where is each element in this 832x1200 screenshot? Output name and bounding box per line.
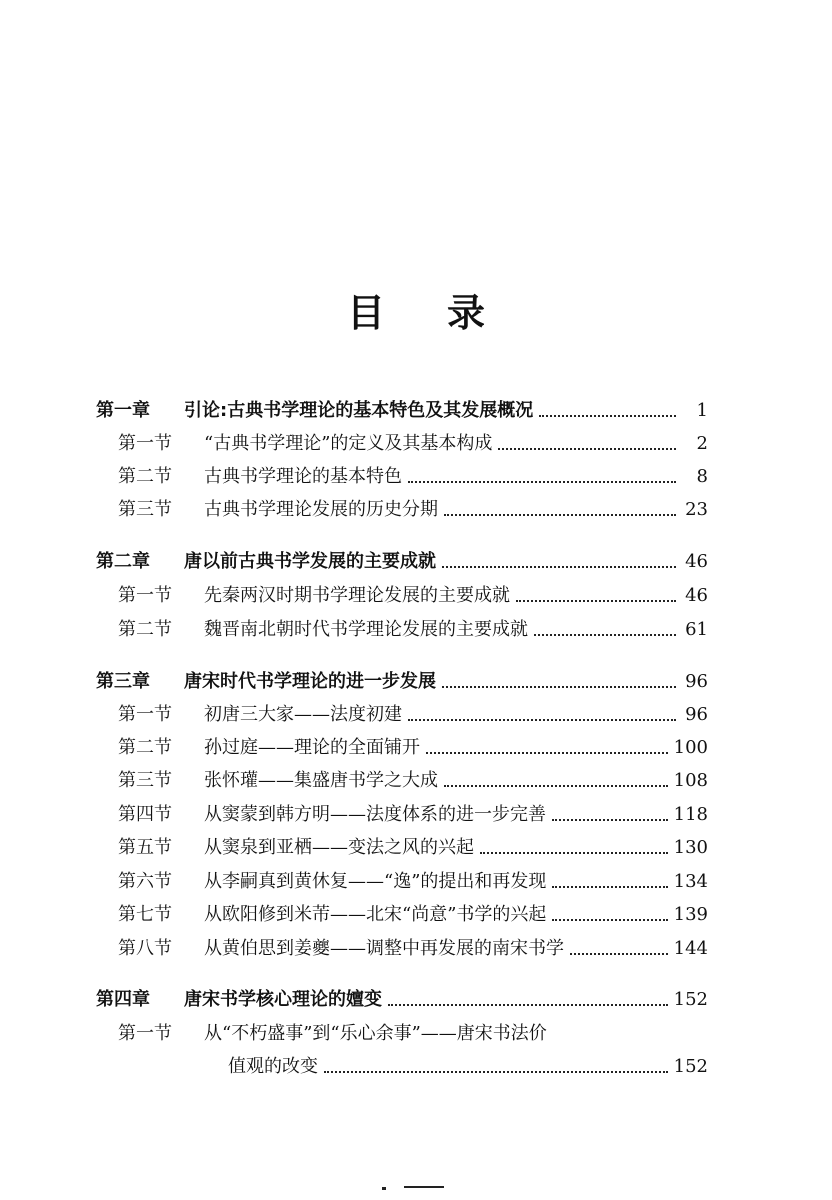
chapter-title: 唐以前古典书学发展的主要成就 [184,551,436,572]
toc-section-4-1[interactable] [118,1015,708,1045]
chapter-number: 第四章 [96,989,150,1010]
section-title: 从窦蒙到韩方明——法度体系的进一步完善 [204,804,546,825]
dot-leader [516,600,676,602]
section-number: 第一节 [118,585,172,606]
page-number: 2 [696,433,708,454]
section-title-continued: 值观的改变 [228,1056,318,1077]
title-char-2: 录 [447,290,486,335]
dot-leader [444,514,676,516]
toc-section-2-2[interactable] [118,611,708,641]
dot-leader [534,634,676,636]
section-title: 古典书学理论发展的历史分期 [204,499,438,520]
toc-section-1-2[interactable] [118,458,708,488]
section-title: 从“不朽盛事”到“乐心余事”——唐宋书法价 [204,1023,547,1044]
chapter-title: 唐宋书学核心理论的嬗变 [184,989,382,1010]
dot-leader [552,886,667,888]
section-number: 第五节 [118,837,172,858]
section-title: 从窦泉到亚栖——变法之风的兴起 [204,837,474,858]
section-title: 古典书学理论的基本特色 [204,466,402,487]
dot-leader [408,719,676,721]
section-title: 张怀瓘——集盛唐书学之大成 [204,770,438,791]
toc-section-4-1-continued[interactable] [228,1048,708,1078]
page-number: 46 [685,585,708,606]
section-number: 第六节 [118,871,172,892]
section-title: 初唐三大家——法度初建 [204,704,402,725]
section-title: “古典书学理论”的定义及其基本构成 [204,433,493,454]
toc-section-3-6[interactable] [118,863,708,893]
dot-leader [388,1004,668,1006]
toc-section-3-7[interactable] [118,896,708,926]
dot-leader [444,785,668,787]
toc-section-1-3[interactable] [118,491,708,521]
page-number: 152 [673,1056,708,1077]
section-number: 第二节 [118,466,172,487]
chapter-title: 唐宋时代书学理论的进一步发展 [184,671,436,692]
section-number: 第三节 [118,770,172,791]
section-title: 从欧阳修到米芾——北宋“尚意”书学的兴起 [204,904,547,925]
toc-chapter-2[interactable] [96,543,708,573]
toc-chapter-3[interactable] [96,663,708,693]
page-number: 130 [673,837,708,858]
toc-section-3-8[interactable] [118,930,708,960]
dot-leader [570,953,668,955]
page-number: 61 [685,619,708,640]
page-number: 96 [685,671,708,692]
toc-chapter-4[interactable] [96,981,708,1011]
section-number: 第一节 [118,433,172,454]
dot-leader [552,819,668,821]
page-number: 1 [696,400,708,421]
page-title [0,282,832,337]
toc-section-3-5[interactable] [118,829,708,859]
toc-section-3-2[interactable] [118,729,708,759]
page-number: 96 [685,704,708,725]
chapter-number: 第二章 [96,551,150,572]
page-number: 108 [673,770,708,791]
section-number: 第四节 [118,804,172,825]
section-number: 第三节 [118,499,172,520]
page-number: 144 [673,938,708,959]
dot-leader [442,686,676,688]
section-title: 魏晋南北朝时代书学理论发展的主要成就 [204,619,528,640]
section-number: 第二节 [118,737,172,758]
section-title: 孙过庭——理论的全面铺开 [204,737,420,758]
page-number: 118 [673,804,708,825]
page-number: 100 [673,737,708,758]
dot-leader [408,481,676,483]
section-number: 第八节 [118,938,172,959]
toc-section-2-1[interactable] [118,577,708,607]
dot-leader [426,752,668,754]
footer-page-mark [404,1186,444,1192]
section-title: 从黄伯思到姜夔——调整中再发展的南宋书学 [204,938,564,959]
toc-section-3-3[interactable] [118,762,708,792]
page-number: 46 [685,551,708,572]
toc-chapter-1[interactable] [96,392,708,422]
section-title: 先秦两汉时期书学理论发展的主要成就 [204,585,510,606]
chapter-number: 第一章 [96,400,150,421]
chapter-number: 第三章 [96,671,150,692]
page-number: 23 [685,499,708,520]
toc-section-3-1[interactable] [118,696,708,726]
dot-leader [552,919,667,921]
section-number: 第七节 [118,904,172,925]
title-char-1: 目 [346,290,385,335]
section-number: 第一节 [118,1023,172,1044]
dot-leader [539,415,676,417]
dot-leader [442,566,676,568]
toc-section-3-4[interactable] [118,796,708,826]
dot-leader [498,448,676,450]
page-number: 152 [673,989,708,1010]
toc-section-1-1[interactable] [118,425,708,455]
footer-mark-dot [382,1187,386,1190]
section-number: 第二节 [118,619,172,640]
dot-leader [480,852,668,854]
page-number: 139 [673,904,708,925]
page-number: 8 [696,466,708,487]
section-number: 第一节 [118,704,172,725]
page-number: 134 [673,871,708,892]
dot-leader [324,1071,668,1073]
section-title: 从李嗣真到黄休复——“逸”的提出和再发现 [204,871,547,892]
chapter-title: 引论:古典书学理论的基本特色及其发展概况 [184,400,534,421]
